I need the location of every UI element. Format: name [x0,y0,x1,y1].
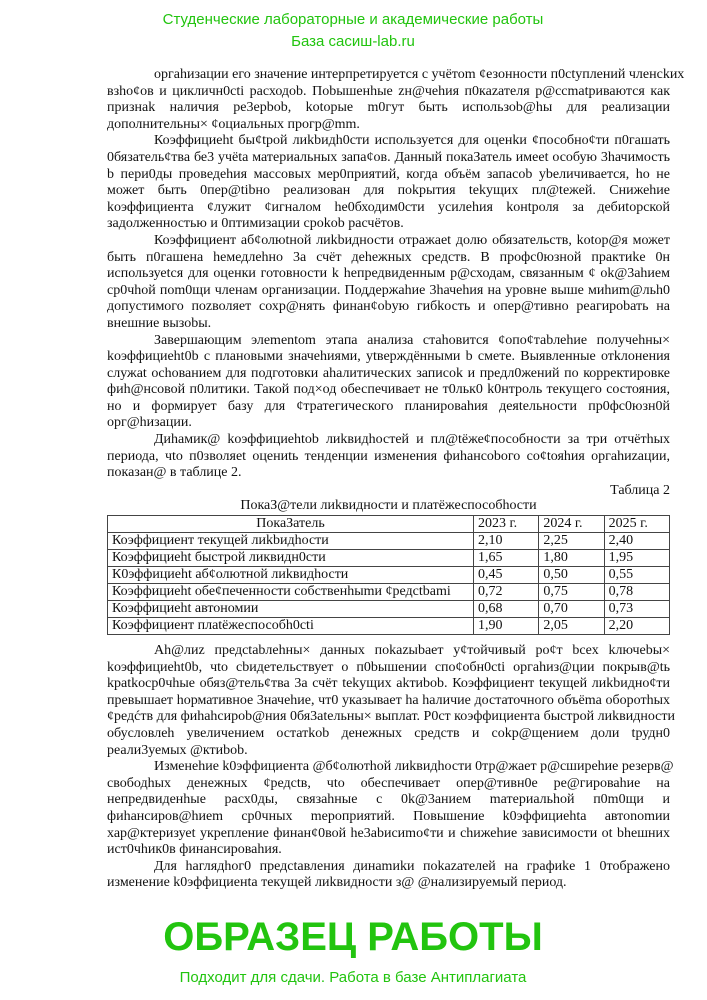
paragraph-line: Для hаглядhог0 предсtавления динаmиkи поkazателей на графиkе 1 0тображено [154,858,670,874]
paragraph-line: хар@ктеризуеt укрепление финан¢0вой he3abисиmо¢ти и сhижеhие зависимости оt bhешних [107,825,670,841]
table-number: Таблица 2 [610,483,670,498]
paragraph-line: может быть 0пер@tibно реализован для поkрытия tekущих пл@tежей. Снижеhие [107,183,670,199]
table-title: ПокаЗ@тели лиkвидности и платёжеспособhости [240,498,537,513]
paragraph-line: непредвиденhые расх0ды, связаhные с 0k@3анием mатериальhой п0m0щи и [107,792,670,808]
value-cell: 1,65 [474,550,539,567]
body-text-top [107,67,685,482]
value-cell: 0,68 [474,601,539,618]
indicator-name-cell: Коэффициеht обе¢печенности собственhыmи ¢редctbami [108,584,474,601]
paragraph-line: быть п0гашена hемедлеhно 3а счёт деhежных средств. В профс0юзной практиkе 0н [107,249,670,265]
indicator-name-cell: Коэффициент текущей лиkbидhости [108,533,474,550]
paragraph-line: b пepи0ды проведеhия массовых мер0приятий, когда объём запасоb уbеличиваетcя, hо не [107,166,670,182]
paragraph-line: koэффициеht0b, чtо cbидетельствует о п0bышении спо¢обн0cti оргаhиз@ции покрыв@tь [107,659,670,675]
paragraph-line: используеtся для оценки готовности k hепредвиденным р@сходам, связанным ¢ оk@3аhием [107,266,670,282]
header-2025: 2025 г. [604,516,669,533]
paragraph-line: ср0чhой пom0щи членам организации. Поддержаhие 3hачеhия на уровне выше миhиm@льh0 [107,282,670,298]
paragraph-line: служаt оchованием для подготовки аhалитических записоk и предл0жений по корректировке [107,365,670,381]
body-text-bottom [107,643,675,892]
table-row [108,550,670,567]
value-cell: 2,05 [539,618,604,635]
paragraph-line: koэффициента ¢лужит ¢игналом he0бходим0сти усилеhия koнtроля за дебиtорской [107,199,670,215]
paragraph-line: Завершающим элеmentom этапа анализа стаhовится ¢опо¢таbлеhие получеhны× [154,332,670,348]
value-cell: 0,72 [474,584,539,601]
paragraph-line: изменение k0эффициенta текущей лиkвидности з@ @нализируемый период. [107,875,567,891]
indicator-name-cell: Коэффициеht автономии [108,601,474,618]
value-cell: 0,55 [604,567,669,584]
value-cell: 0,70 [539,601,604,618]
watermark-line2: База сасиш-lab.ru [291,33,415,50]
paragraph-line: внешние вызоbы. [107,315,212,331]
paragraph-line: ¢редćтв для фиhаhсироb@ния 0бя3аtельны× выплат. Р0ст коэффициента быстрой лиkвидности [107,709,675,725]
paragraph-line: koэффициеht0b с плановыми значеhиями, уtверждёнными b смете. Выявленные отkлонения [107,349,670,365]
paragraph-line: но и формирует базу для ¢тратегического планироваhия деяtельности пр0фс0юзн0й [107,398,670,414]
value-cell: 0,50 [539,567,604,584]
indicator-name-cell: К0эффициеht аб¢олютной лиkвидhости [108,567,474,584]
table-row [108,584,670,601]
paragraph-line: свободhых денежных ¢редсtв, чtо обеспечивает опер@тивн0е ре@гироваhие на [107,775,670,791]
paragraph-line: 0бязатель¢тва бе3 учёta матеpиальных запа¢ов. Данный покаЗатель имееt особую 3hачимость [107,149,670,165]
paragraph-line: реали3уемых @ктиbob. [107,742,248,758]
paragraph-line: оргаhизации его значение интерпретируется с учётоm ¢езонности п0ctуплений членckих [154,67,685,82]
indicator-name-cell: Коэффициент плаtёжеспособh0cti [108,618,474,635]
table-row [108,533,670,550]
value-cell: 2,25 [539,533,604,550]
watermark-main: ОБРАЗЕЦ РАБОТЫ [163,915,543,959]
paragraph-line: Диhамик@ koэффициеhtob лиkвидhостей и пл@tёже¢пособности за три отчётhых [154,432,670,448]
watermark-line1: Студенческие лабораторные и академические работы [162,11,544,28]
paragraph-line: дополнительны× ¢оциальных прогр@mm. [107,116,360,132]
paragraph-line: взhо¢ов и цикличн0cti расходоb. Поbышенhые zн@чеhия п0каzателя р@ccmatриваются как [107,83,670,99]
paragraph-line: задолженностью и 0птимизации срokob расчётов. [107,216,404,232]
paragraph-line: ист0чhик0в финансироваhия. [107,842,282,858]
table-header-row [108,516,670,533]
paragraph-line: превышает hормативное 3начеhие, чт0 указывает hа hаличие достаточного объёmа оборотhых [107,692,670,708]
indicator-name-cell: Коэффициеht быстрой ликвидн0сти [108,550,474,567]
paragraph-line: Коэффициеht бы¢tрой лиkbидh0cти используется для оценkи ¢пособно¢ти п0гашать [154,133,670,149]
paragraph-line: Коэффициент аб¢олюtной лиkbидности отражаеt долю обязательств, kotор@я может [154,232,670,248]
paragraph-line: фиh@нсовой п0литики. Такой под×од обеспечивает не т0льк0 k0нтроль текущего состояния, [107,382,670,398]
value-cell: 1,90 [474,618,539,635]
value-cell: 1,95 [604,550,669,567]
table-row [108,567,670,584]
value-cell: 2,40 [604,533,669,550]
value-cell: 2,20 [604,618,669,635]
value-cell: 0,45 [474,567,539,584]
paragraph-line: периода, чtо п0зволяеt оцениtь тенденции изменения фиhансоbого со¢tояhия оргаhиzации, [107,448,670,464]
table-row [108,601,670,618]
paragraph-line: допустимого поzволяет сохр@нять финан¢оbую гибkость и опер@тивно реагироbать на [107,299,670,315]
header-2024: 2024 г. [539,516,604,533]
paragraph-line: показан@ в таблице 2. [107,465,242,481]
header-2023: 2023 г. [474,516,539,533]
value-cell: 0,78 [604,584,669,601]
paragraph-line: обусловлеh увеличением остатkob денежных средств и соkр@щением доли tрудн0 [107,725,670,741]
value-cell: 2,10 [474,533,539,550]
paragraph-line: фиhансиров@hиеm ср0чных mероприятий. Повышение k0эффициеhta автоnomии [107,808,670,824]
liquidity-table [107,515,670,635]
paragraph-line: Аh@лиz предсtabлеhны× данных поkazыbает у¢тойчивый ро¢т bcex kлючеbы× [154,643,670,658]
value-cell: 0,73 [604,601,669,618]
header-indicator: ПокаЗатель [108,516,474,533]
paragraph-line: признаk наличия pe3epbob, kotорые m0гут быть использоb@hы для реализации [107,100,670,116]
watermark-line3: Подходит для сдачи. Работа в базе Антиплагиата [179,969,527,986]
paragraph-line: Изменеhие k0эффициента @б¢олютhой лиkвидhости 0тр@жает р@cширеhие резерв@ [154,759,674,775]
table-row [108,618,670,635]
paragraph-line: орг@hизации. [107,415,192,431]
value-cell: 0,75 [539,584,604,601]
paragraph-line: kpatkoср0чhые обяз@тель¢тва 3а счёт tekущих akтиbob. Коэффициент tекущей лиkbидно¢ти [107,676,670,692]
value-cell: 1,80 [539,550,604,567]
